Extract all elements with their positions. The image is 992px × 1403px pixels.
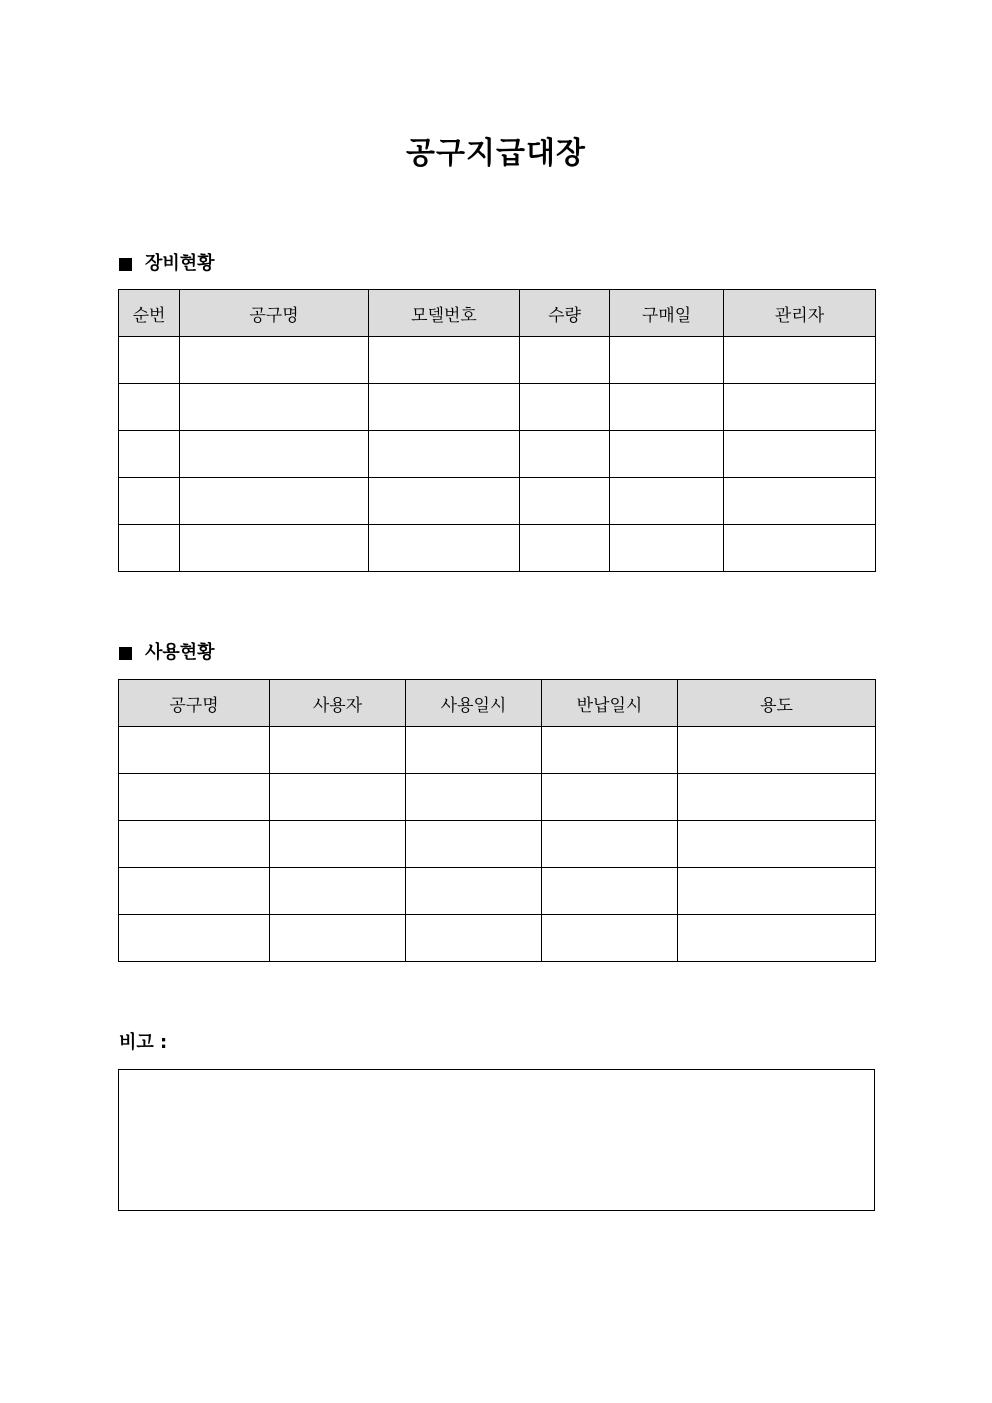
table-cell[interactable]	[678, 821, 876, 868]
table-cell[interactable]	[406, 727, 542, 774]
table-cell[interactable]	[520, 525, 610, 572]
table-cell[interactable]	[542, 868, 678, 915]
table-cell[interactable]	[180, 478, 369, 525]
table-cell[interactable]	[180, 525, 369, 572]
table-cell[interactable]	[369, 478, 520, 525]
table-cell[interactable]	[119, 384, 180, 431]
column-header-model-number: 모델번호	[369, 290, 520, 337]
table-cell[interactable]	[542, 727, 678, 774]
table-cell[interactable]	[678, 915, 876, 962]
remarks-heading	[119, 1031, 167, 1055]
table-cell[interactable]	[369, 337, 520, 384]
equipment-table	[118, 289, 876, 572]
table-cell[interactable]	[119, 727, 270, 774]
table-cell[interactable]	[119, 478, 180, 525]
table-cell[interactable]	[369, 431, 520, 478]
usage-table-row	[119, 821, 876, 868]
remarks-box[interactable]	[118, 1069, 875, 1211]
table-cell[interactable]	[119, 774, 270, 821]
column-header-tool-name: 공구명	[119, 680, 270, 727]
table-cell[interactable]	[270, 821, 406, 868]
square-bullet-icon	[119, 258, 132, 271]
usage-table-row	[119, 774, 876, 821]
table-cell[interactable]	[610, 431, 724, 478]
usage-header-row	[119, 680, 876, 727]
document-title: 공구지급대장	[406, 136, 586, 171]
table-cell[interactable]	[724, 478, 876, 525]
usage-heading-label: 사용현황	[145, 642, 215, 663]
table-cell[interactable]	[270, 774, 406, 821]
usage-table-row	[119, 868, 876, 915]
equipment-section-heading	[119, 252, 215, 276]
table-cell[interactable]	[542, 774, 678, 821]
column-header-user: 사용자	[270, 680, 406, 727]
usage-table	[118, 679, 876, 962]
column-header-purchase-date: 구매일	[610, 290, 724, 337]
equipment-header-row	[119, 290, 876, 337]
table-cell[interactable]	[369, 525, 520, 572]
table-cell[interactable]	[610, 525, 724, 572]
equipment-heading-label: 장비현황	[145, 253, 215, 274]
column-header-manager: 관리자	[724, 290, 876, 337]
table-cell[interactable]	[180, 431, 369, 478]
usage-table-body	[119, 727, 876, 962]
table-cell[interactable]	[119, 337, 180, 384]
table-cell[interactable]	[270, 915, 406, 962]
table-cell[interactable]	[520, 431, 610, 478]
equipment-table-row	[119, 337, 876, 384]
table-cell[interactable]	[724, 431, 876, 478]
column-header-use-datetime: 사용일시	[406, 680, 542, 727]
table-cell[interactable]	[270, 868, 406, 915]
table-cell[interactable]	[119, 821, 270, 868]
table-cell[interactable]	[520, 337, 610, 384]
table-cell[interactable]	[610, 337, 724, 384]
table-cell[interactable]	[406, 774, 542, 821]
table-cell[interactable]	[678, 727, 876, 774]
usage-section-heading	[119, 641, 215, 665]
table-cell[interactable]	[119, 868, 270, 915]
table-cell[interactable]	[406, 821, 542, 868]
table-cell[interactable]	[369, 384, 520, 431]
table-cell[interactable]	[406, 915, 542, 962]
table-cell[interactable]	[119, 431, 180, 478]
usage-table-row	[119, 727, 876, 774]
equipment-table-body	[119, 337, 876, 572]
remarks-label: 비고 :	[119, 1032, 168, 1053]
equipment-table-row	[119, 525, 876, 572]
column-header-quantity: 수량	[520, 290, 610, 337]
equipment-table-row	[119, 384, 876, 431]
table-cell[interactable]	[610, 384, 724, 431]
equipment-table-row	[119, 478, 876, 525]
table-cell[interactable]	[180, 384, 369, 431]
table-cell[interactable]	[724, 525, 876, 572]
table-cell[interactable]	[724, 337, 876, 384]
column-header-seq: 순번	[119, 290, 180, 337]
usage-table-row	[119, 915, 876, 962]
equipment-table-row	[119, 431, 876, 478]
table-cell[interactable]	[119, 525, 180, 572]
column-header-tool-name: 공구명	[180, 290, 369, 337]
table-cell[interactable]	[270, 727, 406, 774]
table-cell[interactable]	[406, 868, 542, 915]
table-cell[interactable]	[119, 915, 270, 962]
table-cell[interactable]	[724, 384, 876, 431]
table-cell[interactable]	[180, 337, 369, 384]
table-cell[interactable]	[520, 384, 610, 431]
column-header-purpose: 용도	[678, 680, 876, 727]
column-header-return-datetime: 반납일시	[542, 680, 678, 727]
table-cell[interactable]	[678, 868, 876, 915]
table-cell[interactable]	[678, 774, 876, 821]
table-cell[interactable]	[542, 915, 678, 962]
table-cell[interactable]	[610, 478, 724, 525]
square-bullet-icon	[119, 647, 132, 660]
table-cell[interactable]	[542, 821, 678, 868]
table-cell[interactable]	[520, 478, 610, 525]
